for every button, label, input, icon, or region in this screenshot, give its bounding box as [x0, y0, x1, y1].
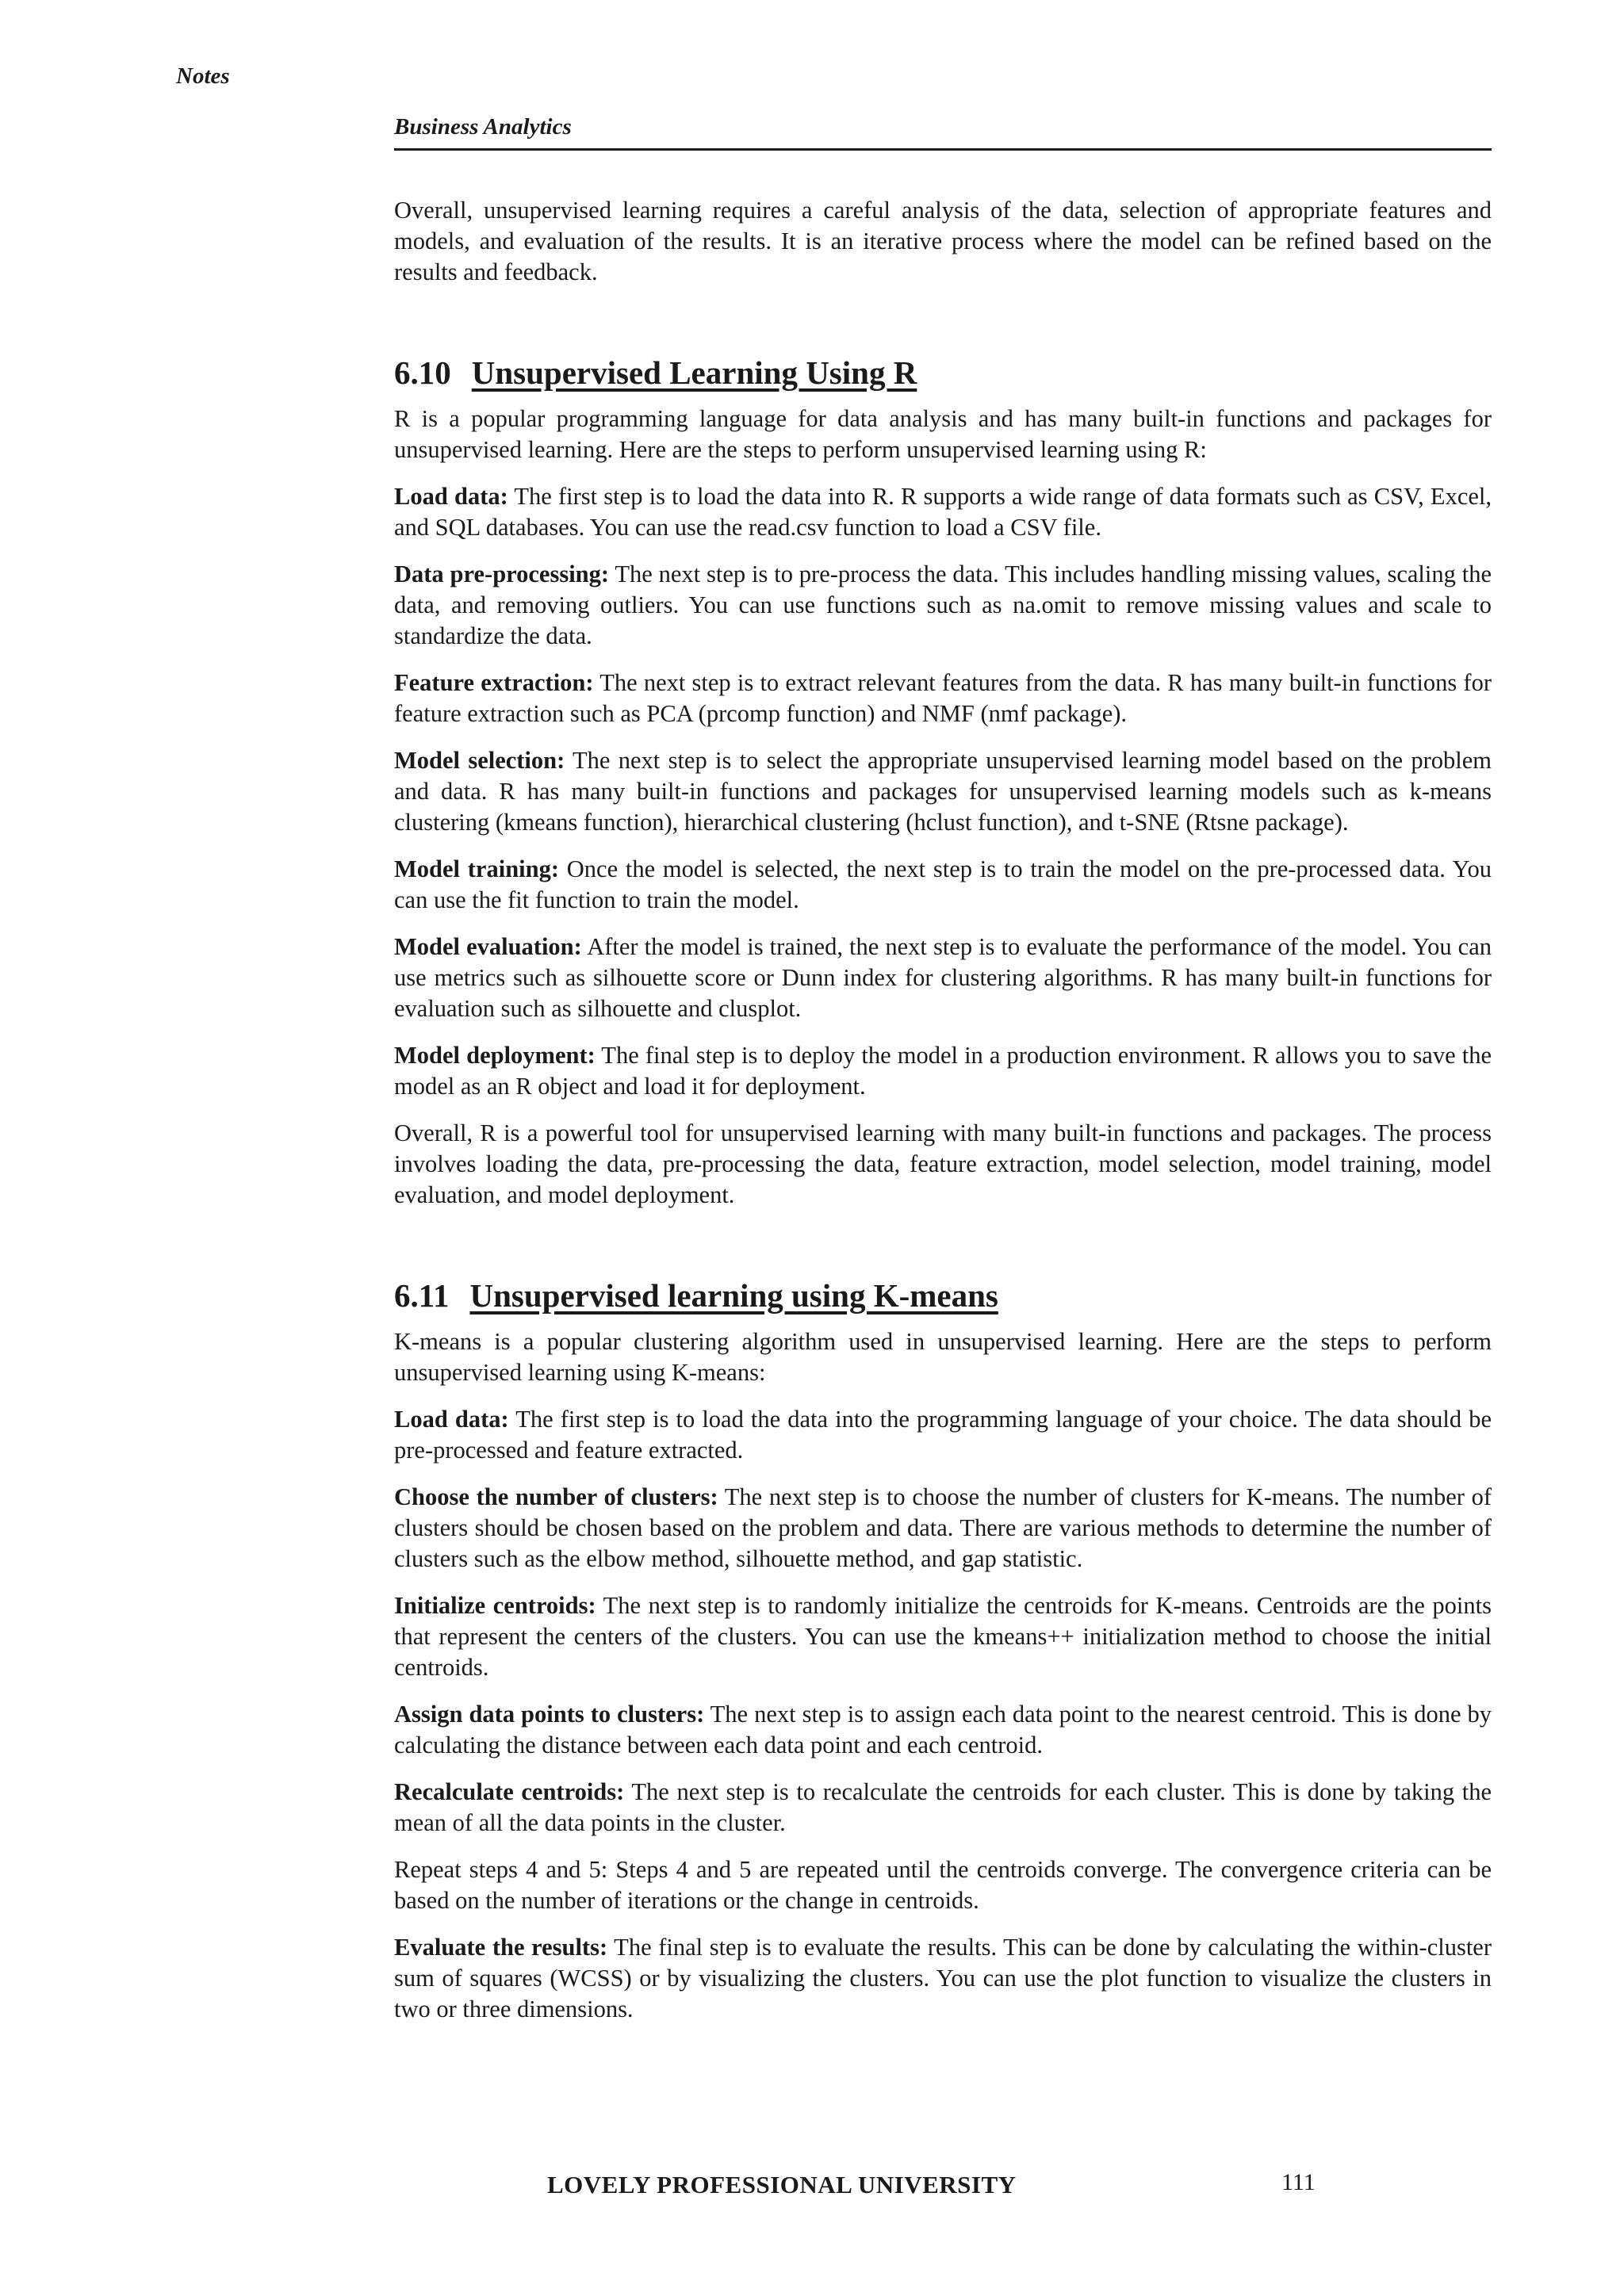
section-intro: R is a popular programming language for data analysis and has many built-in functions and packages for unsupervised learning. Here are the steps to perform unsupervised learning using R: [394, 405, 1492, 463]
step-text: The next step is to pre-process the data. This includes handling missing values, scaling the data, and removing outliers. You can use functions such as na.omit to remove missing values and scale to standardize the data. [394, 561, 1492, 649]
step-paragraph [394, 745, 1492, 838]
step-label: Model selection: [394, 747, 565, 774]
section-number: 6.11 [394, 1277, 450, 1314]
step-paragraph [394, 854, 1492, 916]
step-paragraph [394, 1590, 1492, 1683]
section-intro: K-means is a popular clustering algorithm used in unsupervised learning. Here are the steps to perform unsupervised learning using K-means: [394, 1328, 1492, 1386]
step-text: The final step is to deploy the model in a production environment. R allows you to save the model as an R object and load it for deployment. [394, 1042, 1492, 1100]
section-title: Unsupervised learning using K-means [469, 1277, 998, 1314]
section-number: 6.10 [394, 354, 451, 391]
section-heading-6-11 [394, 1276, 1492, 1315]
step-paragraph [394, 1482, 1492, 1575]
step-text: The next step is to randomly initialize the centroids for K-means. Centroids are the points that represent the centers of the clusters. You can use the kmeans++ initialization method to choose the initial centroids. [394, 1592, 1492, 1681]
section-heading-6-10 [394, 353, 1492, 392]
step-paragraph [394, 932, 1492, 1024]
section-title: Unsupervised Learning Using R [471, 354, 917, 391]
step-label: Recalculate centroids: [394, 1778, 625, 1805]
step-text: Once the model is selected, the next step is to train the model on the pre-processed data. You can use the fit function to train the model. [394, 855, 1492, 913]
section-conclusion: Overall, R is a powerful tool for unsupervised learning with many built-in functions and packages. The process involves loading the data, pre-processing the data, feature extraction, model selection, model training, model evaluation, and model deployment. [394, 1119, 1492, 1208]
step-text: The next step is to select the appropriate unsupervised learning model based on the problem and data. R has many built-in functions and packages for unsupervised learning models such as k-means clustering (kmeans function), hierarchical clustering (hclust function), and t-SNE (Rtsne package). [394, 747, 1492, 836]
intro-paragraph: Overall, unsupervised learning requires a careful analysis of the data, selection of appropriate features and models, and evaluation of the results. It is an iterative process where the model can be refined based on the results and feedback. [394, 197, 1492, 285]
step-label: Data pre-processing: [394, 561, 610, 587]
step-text: The next step is to choose the number of clusters for K-means. The number of clusters should be chosen based on the problem and data. There are various methods to determine the number of clusters such as the elbow method, silhouette method, and gap statistic. [394, 1483, 1492, 1572]
running-head: Business Analytics [394, 114, 1492, 151]
margin-notes-label: Notes [176, 63, 230, 89]
step-label: Load data: [394, 483, 508, 510]
step-label: Model training: [394, 855, 559, 882]
page-number: 111 [1281, 2169, 1316, 2195]
step-paragraph [394, 1854, 1492, 1916]
step-label: Initialize centroids: [394, 1592, 596, 1619]
step-label: Evaluate the results: [394, 1934, 608, 1961]
step-label: Assign data points to clusters: [394, 1701, 705, 1728]
step-label: Load data: [394, 1406, 509, 1433]
step-label: Feature extraction: [394, 669, 594, 696]
step-paragraph [394, 1932, 1492, 2025]
step-text: The first step is to load the data into the programming language of your choice. The data should be pre-processed and feature extracted. [394, 1406, 1492, 1464]
step-label: Choose the number of clusters: [394, 1483, 718, 1510]
footer-university: LOVELY PROFESSIONAL UNIVERSITY [547, 2171, 1017, 2198]
step-paragraph [394, 1699, 1492, 1761]
step-paragraph [394, 668, 1492, 729]
step-text: The next step is to recalculate the centroids for each cluster. This is done by taking the mean of all the data points in the cluster. [394, 1778, 1492, 1836]
step-text: The next step is to assign each data point to the nearest centroid. This is done by calculating the distance between each data point and each centroid. [394, 1701, 1492, 1758]
step-label: Model deployment: [394, 1042, 596, 1069]
step-text: The first step is to load the data into R. R supports a wide range of data formats such as CSV, Excel, and SQL databases. You can use the read.csv function to load a CSV file. [394, 483, 1492, 541]
page-content [394, 195, 1492, 2041]
step-paragraph [394, 559, 1492, 652]
step-label: Model evaluation: [394, 933, 582, 960]
step-text: Repeat steps 4 and 5: Steps 4 and 5 are repeated until the centroids converge. The convergence criteria can be based on the number of iterations or the change in centroids. [394, 1856, 1492, 1914]
step-paragraph [394, 481, 1492, 543]
step-paragraph [394, 1777, 1492, 1839]
step-text: The next step is to extract relevant features from the data. R has many built-in functions for feature extraction such as PCA (prcomp function) and NMF (nmf package). [394, 669, 1492, 727]
step-text: After the model is trained, the next step is to evaluate the performance of the model. You can use metrics such as silhouette score or Dunn index for clustering algorithms. R has many built-in functions for evaluation such as silhouette and clusplot. [394, 933, 1492, 1022]
step-paragraph [394, 1040, 1492, 1102]
step-paragraph [394, 1404, 1492, 1466]
step-text: The final step is to evaluate the results. This can be done by calculating the within-cluster sum of squares (WCSS) or by visualizing the clusters. You can use the plot function to visualize the clusters in two or three dimensions. [394, 1934, 1492, 2022]
